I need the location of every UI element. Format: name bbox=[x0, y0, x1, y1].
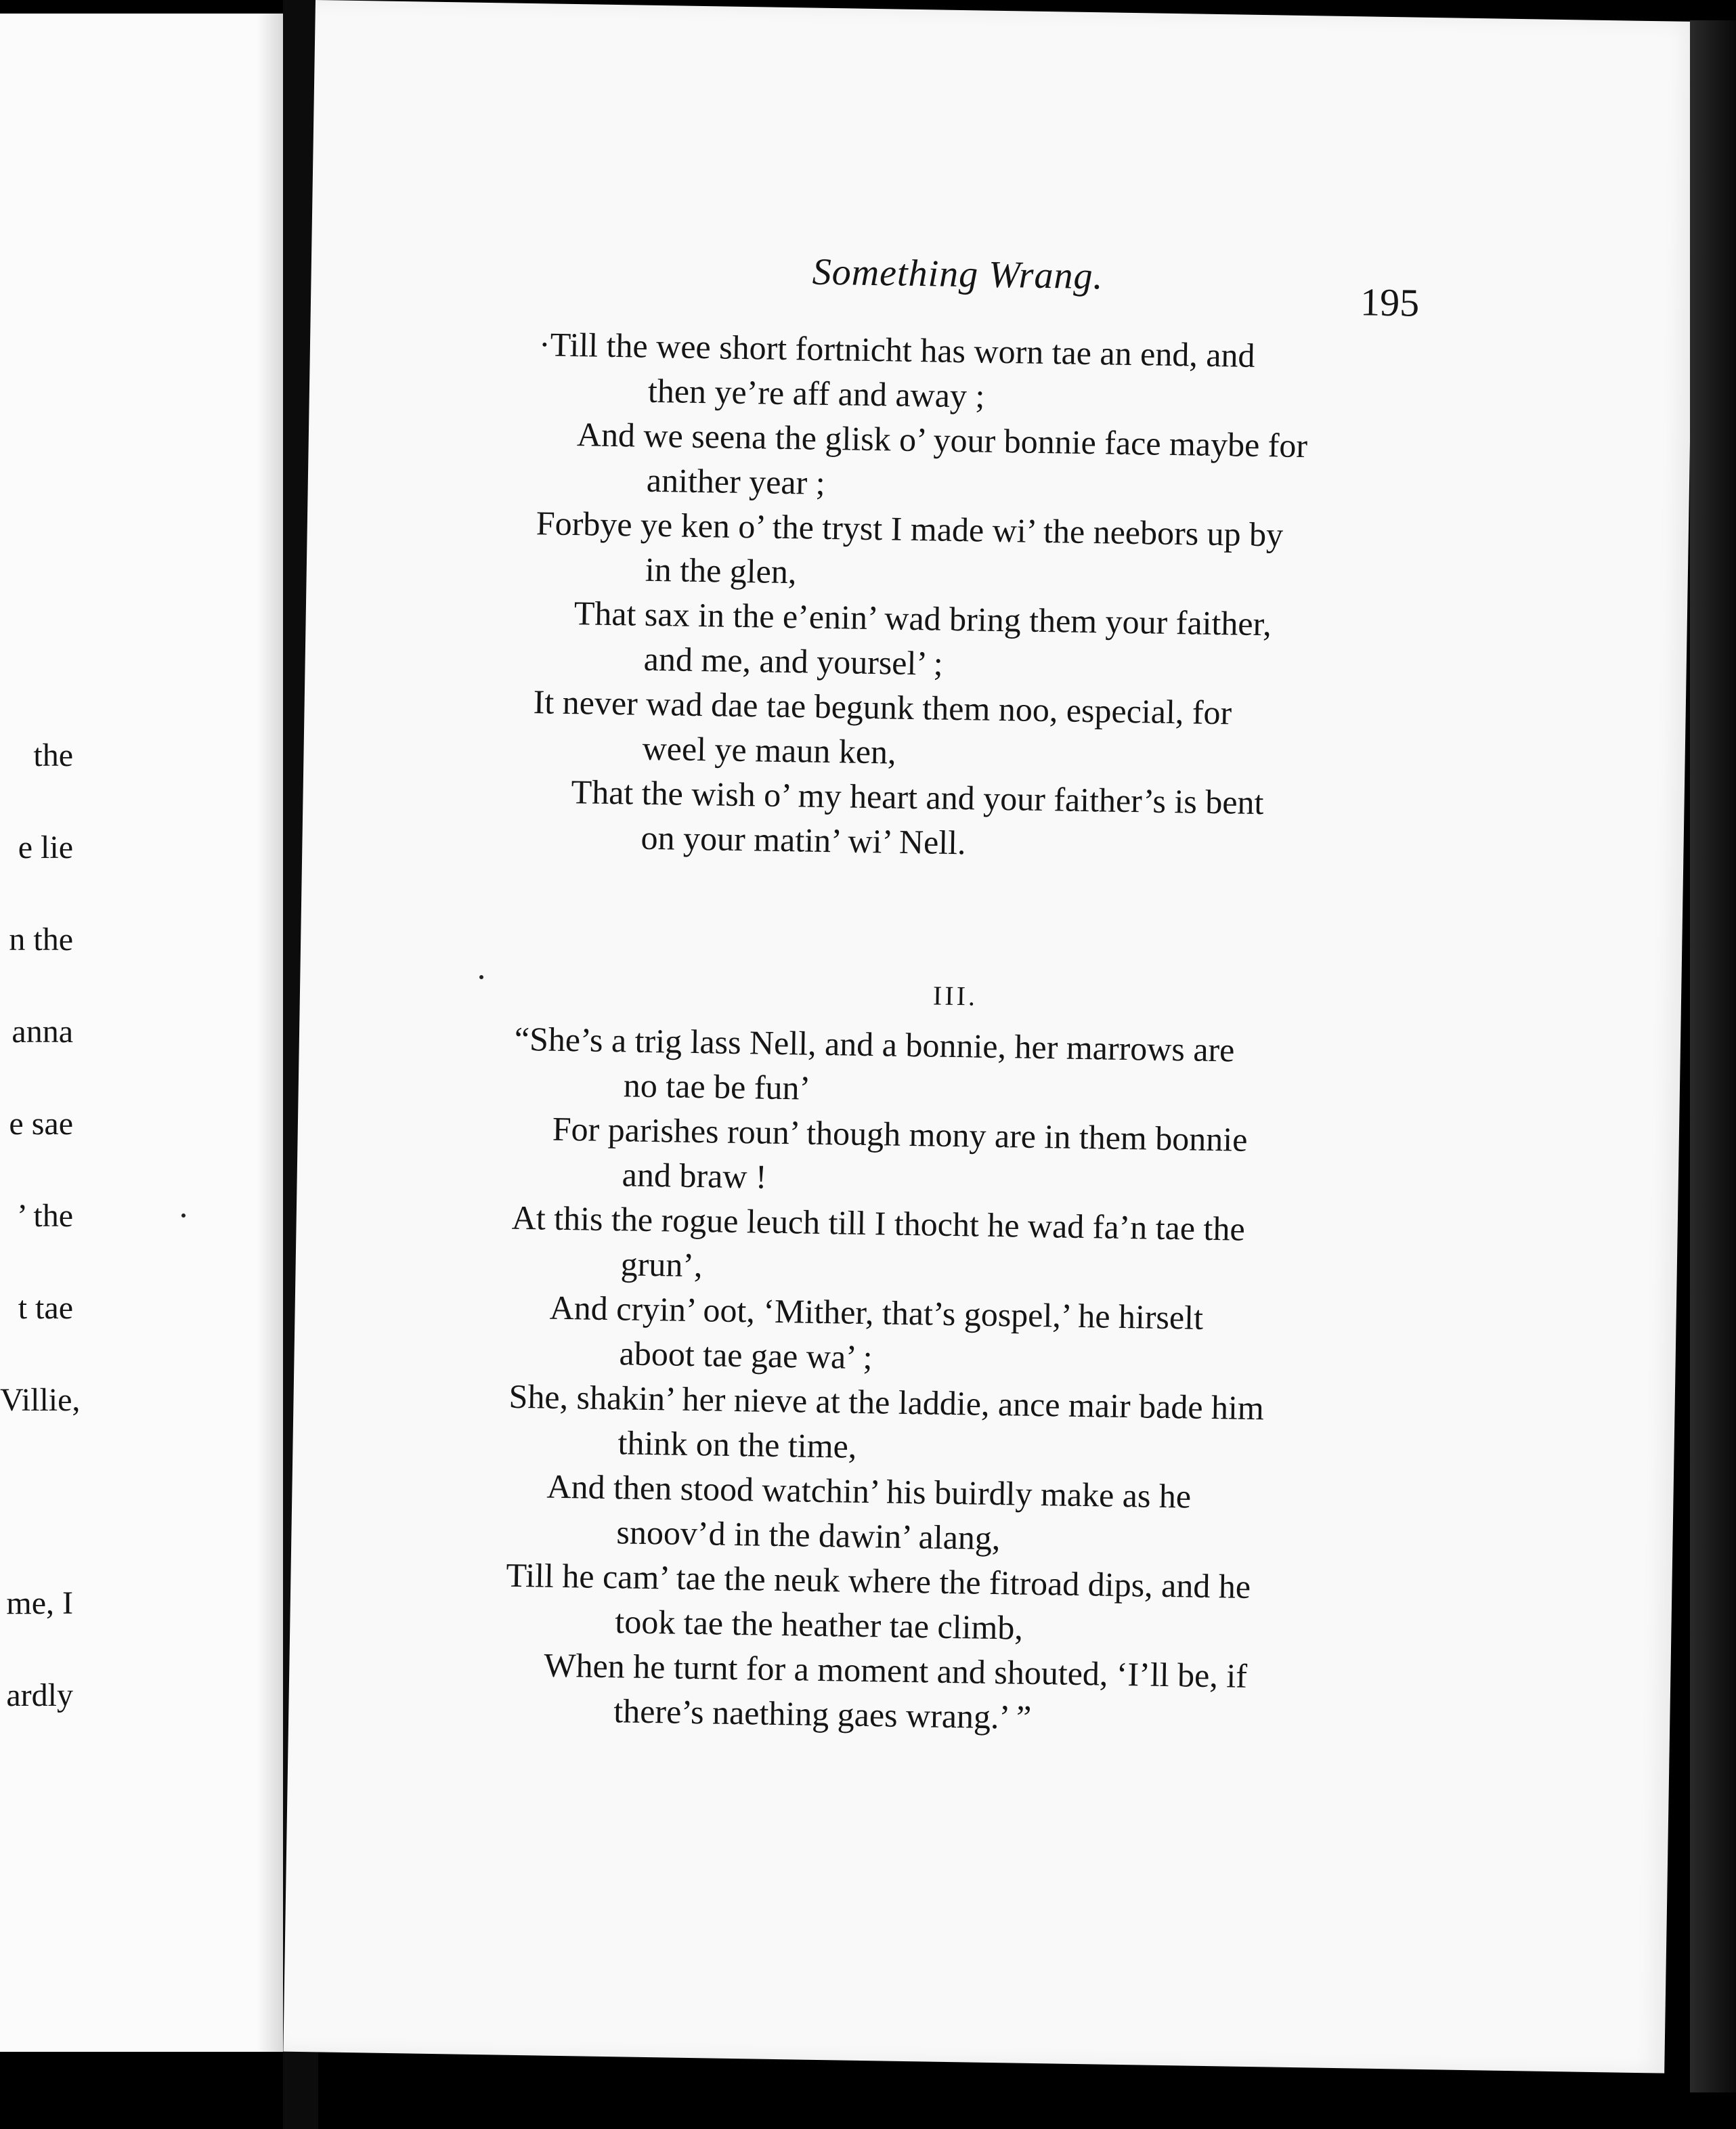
left-page-line: n the bbox=[9, 922, 73, 958]
left-page-line: anna bbox=[12, 1014, 73, 1050]
book-edge bbox=[1690, 20, 1736, 2092]
verse-continuation-line: and braw ! bbox=[622, 1155, 768, 1196]
verse-line: “She’s a trig lass Nell, and a bonnie, her marrows are bbox=[514, 1019, 1235, 1069]
verse-continuation-line: in the glen, bbox=[645, 550, 797, 591]
verse-continuation-line: then ye’re aff and away ; bbox=[647, 371, 985, 415]
verse-line: When he turnt for a moment and shouted, ‘I’ll be, if bbox=[543, 1646, 1248, 1695]
left-page-line: the bbox=[33, 737, 73, 773]
left-page-line: e lie bbox=[18, 830, 73, 865]
verse-line: For parishes roun’ though mony are in them bonnie bbox=[552, 1109, 1248, 1159]
verse-continuation-line: snoov’d in the dawin’ alang, bbox=[616, 1513, 1001, 1557]
verse-line: She, shakin’ her nieve at the laddie, ance mair bade him bbox=[508, 1377, 1265, 1427]
left-page-line: me, I bbox=[6, 1585, 73, 1621]
verse-line: And then stood watchin’ his buirdly make as he bbox=[546, 1467, 1192, 1515]
verse-continuation-line: no tae be fun’ bbox=[623, 1066, 811, 1107]
page-speck bbox=[181, 1213, 186, 1218]
verse-line: Till he cam’ tae the neuk where the fitroad dips, and he bbox=[506, 1555, 1251, 1606]
verse-line: ·Till the wee short fortnicht has worn tae an end, and bbox=[538, 325, 1255, 374]
section-number: III. bbox=[932, 980, 978, 1012]
right-page bbox=[283, 0, 1696, 2073]
verse-continuation-line: weel ye maun ken, bbox=[642, 729, 896, 771]
verse-continuation-line: grun’, bbox=[620, 1245, 703, 1285]
verse-line: Forbye ye ken o’ the tryst I made wi’ the neebors up by bbox=[536, 504, 1284, 554]
left-page-line: t tae bbox=[18, 1290, 73, 1326]
verse-continuation-line: anither year ; bbox=[646, 460, 826, 502]
left-page-shadow bbox=[257, 14, 283, 2052]
verse-continuation-line: took tae the heather tae climb, bbox=[615, 1602, 1024, 1647]
page-number: 195 bbox=[1360, 280, 1420, 325]
verse-continuation-line: there’s naething gaes wrang.’ ” bbox=[613, 1692, 1032, 1736]
verse-line: And we seena the glisk o’ your bonnie face maybe for bbox=[576, 415, 1308, 465]
running-head: Something Wrang. bbox=[812, 251, 1104, 298]
verse-continuation-line: aboot tae gae wa’ ; bbox=[619, 1334, 873, 1377]
left-page-line: Villie, bbox=[0, 1382, 81, 1418]
verse-line: And cryin’ oot, ‘Mither, that’s gospel,’ he hirselt bbox=[549, 1288, 1204, 1337]
verse-line: At this the rogue leuch till I thocht he wad fa’n tae the bbox=[511, 1198, 1246, 1248]
verse-line: It never wad dae tae begunk them noo, especial, for bbox=[533, 683, 1232, 732]
verse-continuation-line: think on the time, bbox=[617, 1423, 857, 1465]
verse-continuation-line: and me, and yoursel’ ; bbox=[643, 639, 944, 683]
verse-continuation-line: on your matin’ wi’ Nell. bbox=[641, 818, 966, 862]
left-page-line: e sae bbox=[9, 1106, 73, 1142]
page-speck bbox=[479, 975, 483, 979]
verse-line: That sax in the e’enin’ wad bring them your faither, bbox=[573, 594, 1272, 643]
verse-line: That the wish o’ my heart and your faither’s is bent bbox=[571, 773, 1264, 822]
left-page-line: ’ the bbox=[16, 1198, 73, 1234]
left-page-line: ardly bbox=[6, 1677, 73, 1713]
